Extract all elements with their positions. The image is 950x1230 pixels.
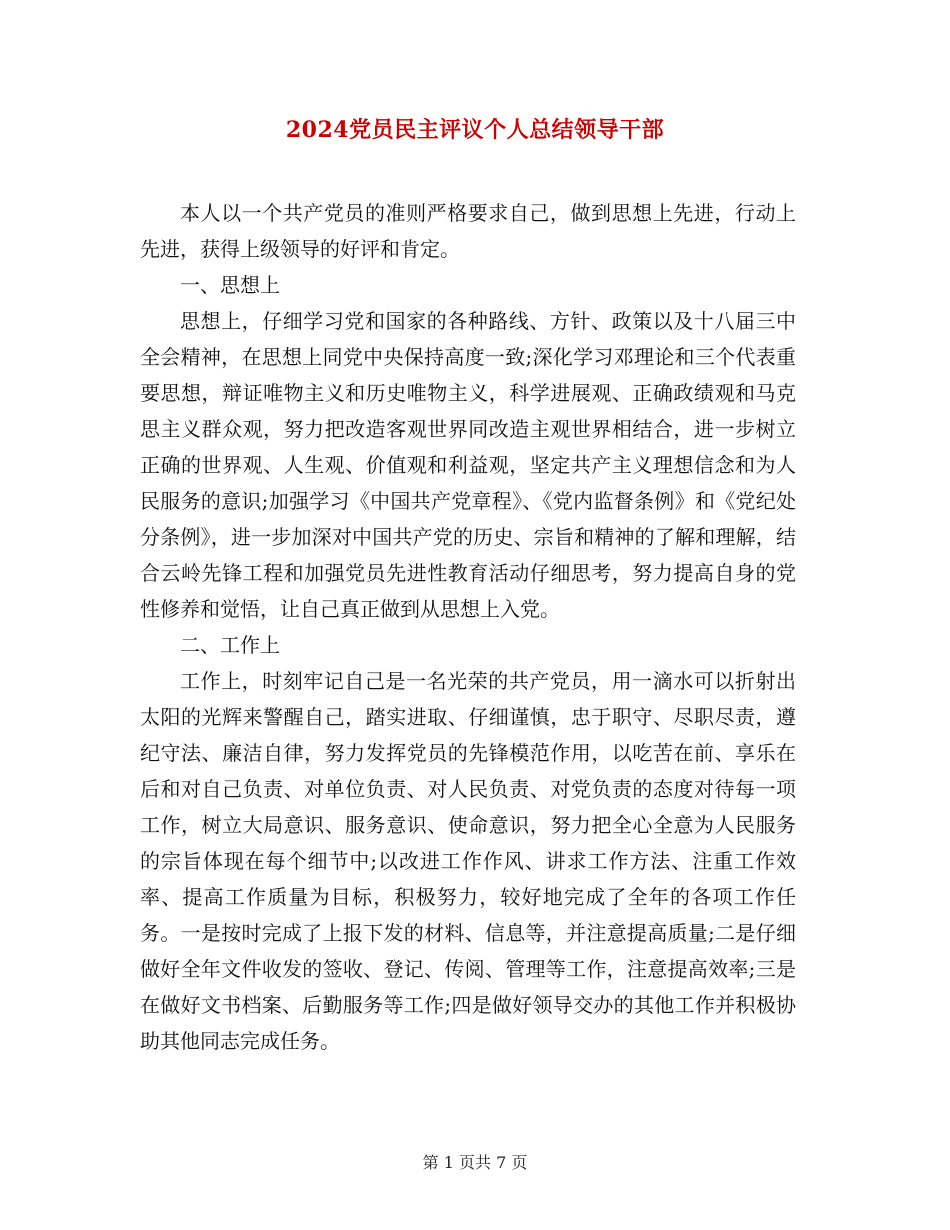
page-number-footer: 第 1 页共 7 页	[422, 1153, 528, 1172]
section-heading-work: 二、工作上	[180, 633, 280, 657]
document-title: 2024党员民主评议个人总结领导干部	[285, 117, 665, 143]
work-paragraph: 工作上，时刻牢记自己是一名光荣的共产党员，用一滴水可以折射出太阳的光辉来警醒自己，踏实进取、仔细谨慎，忠于职守、尽职尽责，遵纪守法、廉洁自律，努力发挥党员的先锋模范作用，以吃苦在前、享乐在后和对自己负责、对单位负责、对人民负责、对党负责的态度对待每一项工作，树立大局意识、服务意识、使命意识，努力把全心全意为人民服务的宗旨体现在每个细节中;以改进工作作风、讲求工作方法、注重工作效率、提高工作质量为目标，积极努力，较好地完成了全年的各项工作任务。一是按时完成了上报下发的材料、信息等，并注意提高质量;二是仔细做好全年文件收发的签收、登记、传阅、管理等工作，注意提高效率;三是在做好文书档案、后勤服务等工作;四是做好领导交办的其他工作并积极协助其他同志完成任务。	[140, 669, 796, 1053]
document-body	[140, 195, 796, 1059]
thought-paragraph: 思想上，仔细学习党和国家的各种路线、方针、政策以及十八届三中全会精神，在思想上同党中央保持高度一致;深化学习邓理论和三个代表重要思想，辩证唯物主义和历史唯物主义，科学进展观、正确政绩观和马克思主义群众观，努力把改造客观世界同改造主观世界相结合，进一步树立正确的世界观、人生观、价值观和利益观，坚定共产主义理想信念和为人民服务的意识;加强学习《中国共产党章程》、《党内监督条例》和《党纪处分条例》，进一步加深对中国共产党的历史、宗旨和精神的了解和理解，结合云岭先锋工程和加强党员先进性教育活动仔细思考，努力提高自身的党性修养和觉悟，让自己真正做到从思想上入党。	[140, 309, 796, 621]
section-heading-thought: 一、思想上	[180, 273, 280, 297]
intro-paragraph: 本人以一个共产党员的准则严格要求自己，做到思想上先进，行动上先进，获得上级领导的好评和肯定。	[140, 201, 796, 261]
